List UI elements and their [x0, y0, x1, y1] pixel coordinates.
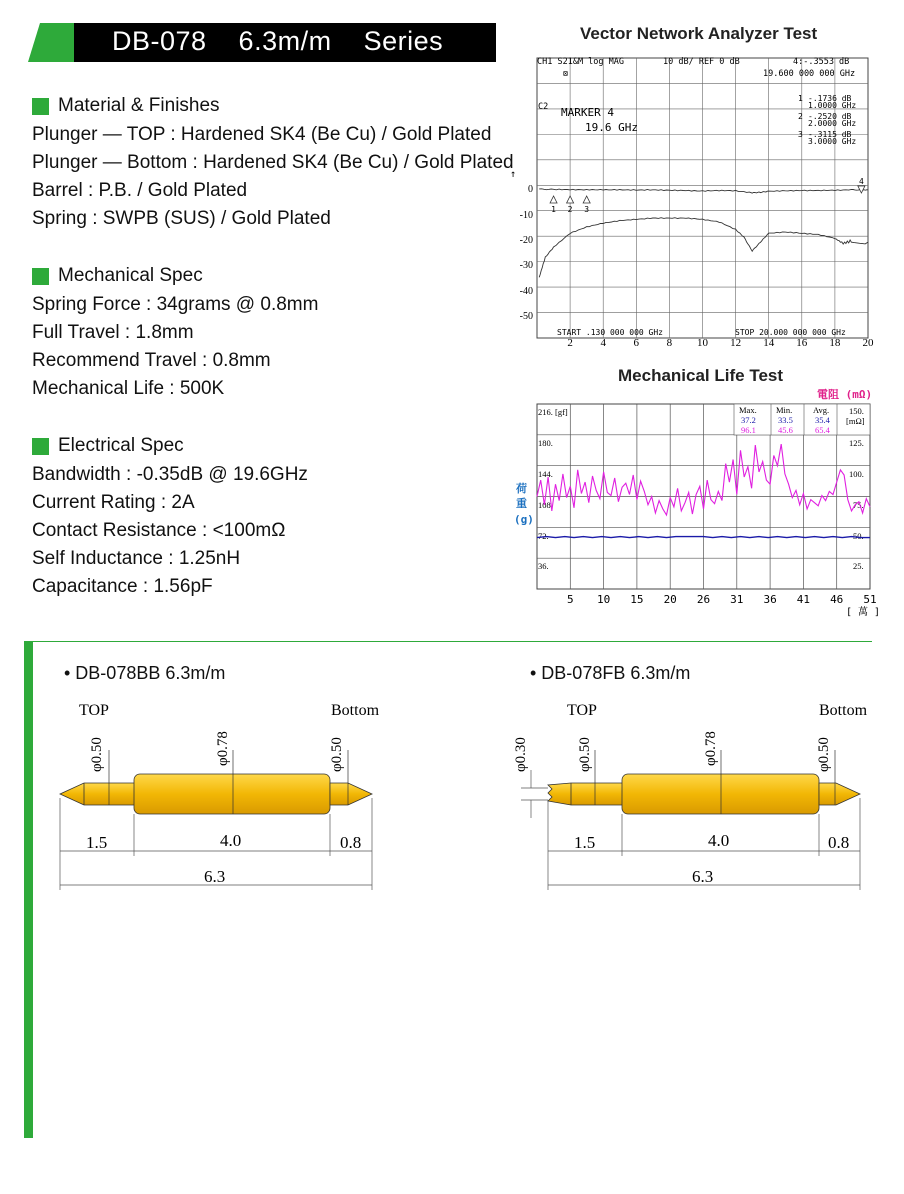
- x-tick: 4: [600, 337, 606, 349]
- bullet-square-icon: [32, 98, 49, 115]
- stats-pink-avg: 65.4: [815, 425, 830, 435]
- y-axis-label-char: 荷: [516, 482, 527, 495]
- marker-id: 2: [567, 205, 573, 214]
- x-tick: 12: [730, 337, 742, 349]
- spec-line: Contact Resistance : <100mΩ: [32, 520, 286, 541]
- bottom-label: Bottom: [819, 702, 868, 719]
- stats-header-max: Max.: [739, 405, 757, 415]
- life-chart: [505, 383, 880, 623]
- spec-line: Plunger — Bottom : Hardened SK4 (Be Cu) / Gold Plated: [32, 152, 514, 173]
- electrical-heading: [32, 435, 184, 457]
- diameter-label: φ0.50: [329, 737, 345, 772]
- part-name-fb: • DB-078FB 6.3m/m: [530, 663, 691, 683]
- stats-blue-min: 33.5: [778, 415, 793, 425]
- dim-total: 6.3: [692, 867, 714, 886]
- x-tick: 20: [862, 337, 874, 349]
- stats-blue-max: 37.2: [741, 415, 756, 425]
- section-divider: [24, 641, 872, 642]
- section-side-bar: [24, 641, 33, 1138]
- top-plunger-crown: [548, 783, 624, 805]
- x-tick: 10: [697, 337, 708, 349]
- life-resistance-unit: 電阻 (mΩ): [817, 388, 873, 401]
- x-tick: 10: [596, 593, 611, 606]
- spec-line: Recommend Travel : 0.8mm: [32, 350, 271, 371]
- spec-line: Bandwidth : -0.35dB @ 19.6GHz: [32, 464, 308, 485]
- y-tick: -10: [519, 210, 533, 221]
- right-tick: 50.: [853, 531, 864, 541]
- life-x-unit: [ 萬 ]: [846, 607, 880, 618]
- marker-ghz: 2.0000 GHz: [808, 119, 857, 128]
- diameter-label: φ0.50: [816, 737, 832, 772]
- left-tick: 180.: [538, 438, 553, 448]
- drawing-bb: [40, 690, 400, 900]
- spec-line: Spring : SWPB (SUS) / Gold Plated: [32, 208, 331, 229]
- bottom-label: Bottom: [331, 702, 380, 719]
- vna-x-ticks: [567, 337, 874, 349]
- spec-line: Spring Force : 34grams @ 0.8mm: [32, 294, 319, 315]
- spec-line: Self Inductance : 1.25nH: [32, 548, 241, 569]
- marker-num: 3: [798, 130, 803, 139]
- barrel: [134, 774, 330, 814]
- life-x-ticks: [567, 593, 877, 606]
- y-tick: -30: [519, 260, 533, 271]
- marker-id: 1: [551, 205, 556, 214]
- x-tick: 36: [763, 593, 777, 606]
- drawing-fb: [505, 690, 880, 900]
- diameter-label: φ0.50: [89, 737, 105, 772]
- left-tick: 216. [gf]: [538, 407, 568, 417]
- right-tick: 100.: [849, 469, 864, 479]
- bottom-plunger: [819, 783, 860, 805]
- y-tick: 0: [528, 184, 533, 195]
- stats-header-avg: Avg.: [813, 405, 830, 415]
- bullet-square-icon: [32, 268, 49, 285]
- y-tick: -40: [519, 286, 533, 297]
- electrical-heading-label: Electrical Spec: [58, 435, 184, 456]
- vna-stop-label: STOP 20.000 000 000 GHz: [735, 328, 846, 337]
- x-tick: 20: [663, 593, 677, 606]
- marker-db: -.3115 dB: [808, 130, 852, 139]
- life-chart-title: Mechanical Life Test: [618, 366, 784, 385]
- dim-total: 6.3: [204, 867, 226, 886]
- spec-line: Current Rating : 2A: [32, 492, 195, 513]
- x-tick: 15: [630, 593, 644, 606]
- vna-marker-freq: 19.6 GHz: [585, 121, 638, 134]
- life-y-axis-label: [514, 481, 534, 526]
- diameter-label: φ0.78: [703, 731, 719, 766]
- spec-line: Capacitance : 1.56pF: [32, 576, 213, 597]
- diameter-label: φ0.30: [513, 737, 529, 772]
- marker-id: 4: [858, 177, 864, 186]
- vna-chart-title: Vector Network Analyzer Test: [580, 24, 818, 43]
- x-tick: 26: [696, 593, 711, 606]
- dim-label: 0.8: [828, 833, 850, 852]
- part-name-bb: • DB-078BB 6.3m/m: [64, 663, 226, 683]
- x-tick: 41: [796, 593, 811, 606]
- diameter-label: φ0.50: [577, 737, 593, 772]
- vna-frequency: 19.600 000 000 GHz: [763, 69, 856, 79]
- x-tick: 16: [796, 337, 808, 349]
- dim-label: 0.8: [340, 833, 362, 852]
- right-tick: 125.: [849, 438, 864, 448]
- barrel: [622, 774, 819, 814]
- dim-label: 4.0: [220, 831, 242, 850]
- title-bar: [28, 23, 496, 62]
- vna-y-ticks: [520, 184, 533, 322]
- spec-line: Plunger — TOP : Hardened SK4 (Be Cu) / Gold Plated: [32, 124, 492, 145]
- x-tick: 14: [763, 337, 775, 349]
- y-axis-label-char: 重: [516, 497, 527, 510]
- spec-line: Mechanical Life : 500K: [32, 378, 225, 399]
- y-axis-label-char: (g): [514, 513, 534, 526]
- y-tick: -50: [519, 311, 533, 322]
- left-tick: 36.: [538, 561, 549, 571]
- top-label: TOP: [79, 702, 109, 719]
- right-tick: 75.: [853, 500, 864, 510]
- vna-c2-label: C2: [538, 102, 549, 112]
- marker-ghz: 1.0000 GHz: [808, 101, 857, 110]
- marker-ghz: 3.0000 GHz: [808, 137, 857, 146]
- x-tick: 31: [730, 593, 744, 606]
- spec-line: Barrel : P.B. / Gold Plated: [32, 180, 248, 201]
- x-tick: 6: [633, 337, 640, 349]
- left-tick: 108.: [538, 500, 553, 510]
- marker-db: -.2520 dB: [808, 112, 852, 121]
- page-title: DB-078 6.3m/m Series: [112, 26, 444, 56]
- top-label: TOP: [567, 702, 597, 719]
- stats-blue-avg: 35.4: [815, 415, 830, 425]
- vna-header-right: 4:-.3553 dB: [793, 57, 850, 67]
- stats-pink-min: 45.6: [778, 425, 793, 435]
- dim-label: 1.5: [574, 833, 596, 852]
- marker-num: 1: [798, 94, 803, 103]
- left-tick: 72.: [538, 531, 549, 541]
- material-heading-label: Material & Finishes: [58, 95, 220, 116]
- x-tick: 2: [567, 337, 573, 349]
- vna-chart: [505, 55, 875, 353]
- bottom-plunger: [330, 783, 372, 805]
- stats-pink-max: 96.1: [741, 425, 756, 435]
- top-plunger: [60, 783, 136, 805]
- title-accent: [28, 23, 78, 62]
- marker-id: 3: [584, 205, 590, 214]
- y-tick: -20: [519, 235, 533, 246]
- marker-db: -.1736 dB: [808, 94, 852, 103]
- spec-line: Full Travel : 1.8mm: [32, 322, 194, 343]
- vna-marker-label: MARKER 4: [561, 106, 614, 119]
- dim-label: 4.0: [708, 831, 730, 850]
- mechanical-heading-label: Mechanical Spec: [58, 265, 203, 286]
- x-tick: 51: [863, 593, 877, 606]
- marker-num: 2: [798, 112, 803, 121]
- life-stats-table: [739, 405, 831, 435]
- vna-header-left: CH1 S21&M log MAG: [537, 57, 624, 67]
- x-tick: 46: [830, 593, 844, 606]
- right-tick: 25.: [853, 561, 864, 571]
- x-tick: 5: [566, 593, 574, 606]
- vna-start-label: START .130 000 000 GHz: [557, 328, 663, 337]
- material-heading: [32, 95, 220, 117]
- dim-label: 1.5: [86, 833, 108, 852]
- vna-flag-icon: ⊠: [563, 69, 568, 78]
- left-tick: 144.: [538, 469, 553, 479]
- x-tick: 18: [829, 337, 841, 349]
- mechanical-heading: [32, 265, 203, 287]
- stats-header-min: Min.: [776, 405, 793, 415]
- diameter-label: φ0.78: [215, 731, 231, 766]
- vna-arrow-icon: ↑: [510, 169, 517, 180]
- right-tick-unit: [mΩ]: [846, 416, 865, 426]
- right-tick: 150.: [849, 406, 864, 416]
- vna-header-mid: 10 dB/ REF 0 dB: [663, 57, 740, 67]
- x-tick: 8: [666, 337, 673, 349]
- bullet-square-icon: [32, 438, 49, 455]
